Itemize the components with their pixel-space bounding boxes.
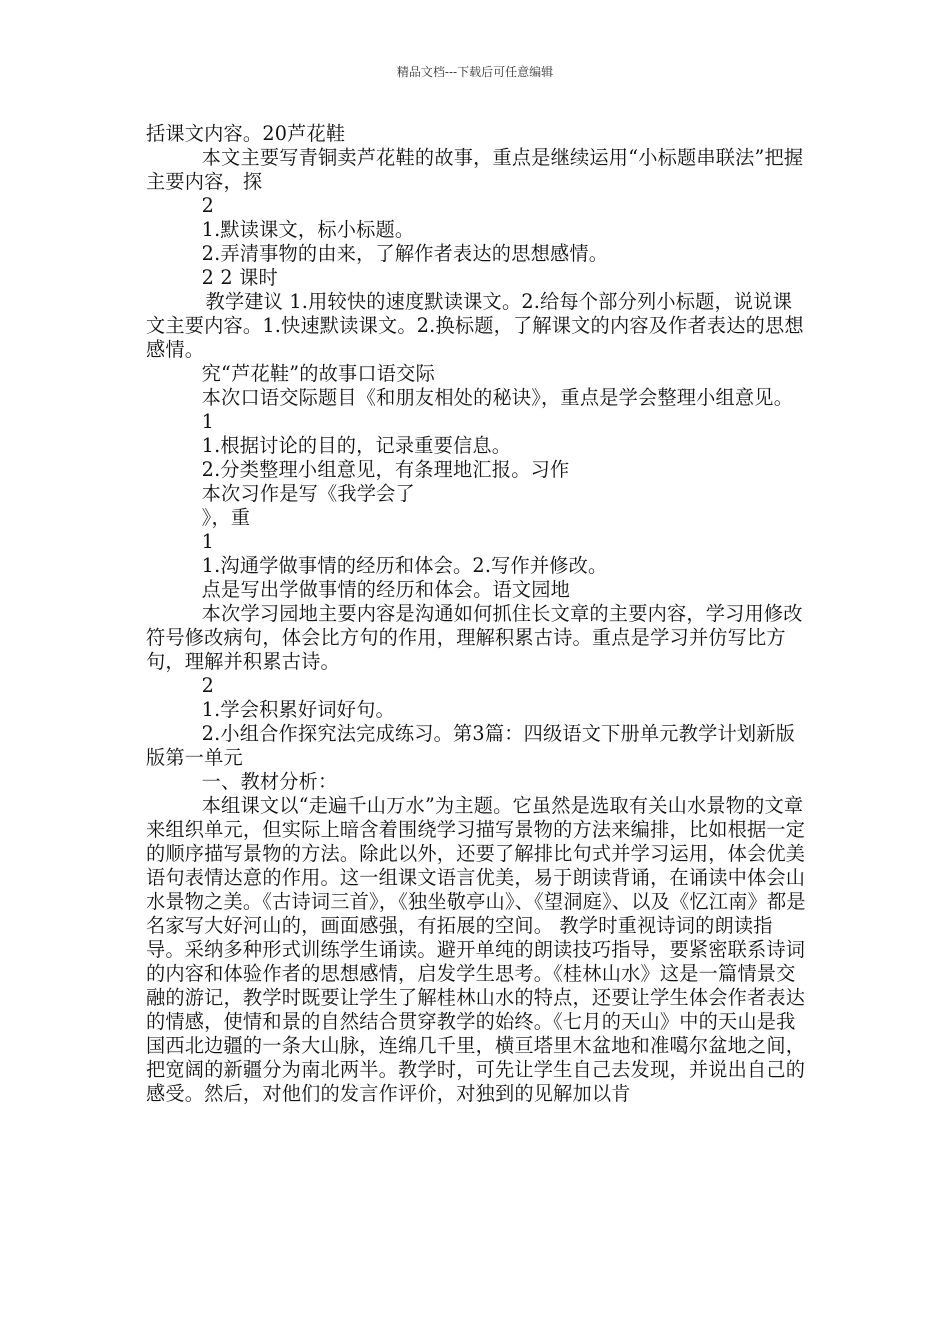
paragraph: 本次习作是写《我学会了 — [201, 482, 415, 505]
paragraph: 2 2 课时 — [201, 266, 278, 289]
paragraph: 点是写出学做事情的经历和体会。语文园地 — [201, 578, 571, 601]
paragraph: 1 — [201, 410, 215, 433]
paragraph: 1.沟通学做事情的经历和体会。2.写作并修改。 — [201, 554, 608, 577]
paragraph: 2.弄清事物的由来，了解作者表达的思想感情。 — [201, 242, 609, 265]
paragraph: 》，重 — [201, 506, 251, 529]
paragraph: 1.默读课文，标小标题。 — [201, 218, 415, 241]
document-body — [146, 122, 811, 1106]
paragraph: 2 — [201, 194, 215, 217]
paragraph: 1.根据讨论的目的，记录重要信息。 — [201, 434, 512, 457]
paragraph: 2.小组合作探究法完成练习。第3篇：四级语文下册单元教学计划新版版第一单元 — [146, 722, 796, 769]
paragraph: 究“芦花鞋”的故事口语交际 — [201, 362, 435, 385]
paragraph: 括课文内容。20芦花鞋 — [146, 122, 346, 145]
paragraph: 本次口语交际题目《和朋友相处的秘诀》，重点是学会整理小组意见。 — [201, 386, 794, 409]
paragraph: 一、教材分析： — [201, 770, 338, 793]
page-header: 精品文档---下载后可任意编辑 — [396, 65, 554, 79]
paragraph: 1 — [201, 530, 215, 553]
paragraph: 教学建议 1.用较快的速度默读课文。2.给每个部分列小标题，说说课文主要内容。1.快速默读课文。2.换标题，了解课文的内容及作者表达的思想感情。 — [146, 290, 804, 361]
paragraph: 2.分类整理小组意见，有条理地汇报。习作 — [201, 458, 570, 481]
paragraph: 本组课文以“走遍千山万水”为主题。它虽然是选取有关山水景物的文章来组织单元，但实际上暗含着围绕学习描写景物的方法来编排，比如根据一定的顺序描写景物的方法。除此以外，还要了解排比句式并学习运用，体会优美语句表情达意的作用。这一组课文语言优美，易于朗读背诵，在诵读中体会山水景物之美。《古诗词三首》，《独坐敬亭山》、《望洞庭》、以及《忆江南》都是名家写大好河山的，画面感强，有拓展的空间。 教学时重视诗词的朗读指导。采纳多种形式训练学生诵读。避开单纯的朗读技巧指导，要紧密联系诗词的内容和体验作者的思想感情，启发学生思考。《桂林山水》这是一篇情景交融的游记，教学时既要让学生了解桂林山水的特点，还要让学生体会作者表达的情感，使情和景的自然结合贯穿教学的始终。《七月的天山》中的天山是我国西北边疆的一条大山脉，连绵几千里，横亘塔里木盆地和准噶尔盆地之间，把宽阔的新疆分为南北两半。教学时，可先让学生自己去发现，并说出自己的感受。然后，对他们的发言作评价，对独到的见解加以肯 — [146, 794, 806, 1105]
paragraph: 本文主要写青铜卖芦花鞋的故事，重点是继续运用“小标题串联法”把握主要内容，探 — [146, 146, 804, 193]
paragraph: 1.学会积累好词好句。 — [201, 698, 395, 721]
paragraph: 2 — [201, 674, 215, 697]
paragraph: 本次学习园地主要内容是沟通如何抓住长文章的主要内容，学习用修改符号修改病句，体会比方句的作用，理解积累古诗。重点是学习并仿写比方句，理解并积累古诗。 — [146, 602, 803, 673]
